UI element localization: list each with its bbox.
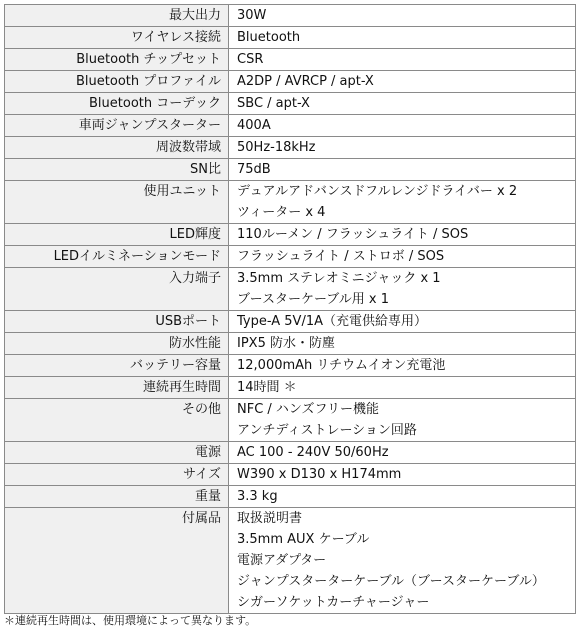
spec-value <box>229 486 576 508</box>
spec-row <box>5 93 576 115</box>
spec-value-line: Bluetooth <box>237 30 301 45</box>
spec-label: Bluetooth コーデック <box>5 93 229 115</box>
spec-value-line: CSR <box>237 52 264 67</box>
spec-row <box>5 486 576 508</box>
spec-label: 防水性能 <box>5 333 229 355</box>
spec-value <box>229 464 576 486</box>
spec-value-line: デュアルアドバンスドフルレンジドライバー x 2 <box>237 184 518 199</box>
spec-value-line: ジャンプスターターケーブル（ブースターケーブル） <box>237 574 545 589</box>
spec-value <box>229 137 576 159</box>
spec-row <box>5 464 576 486</box>
footnote: ＊連続再生時間は、使用環境によって異なります。 <box>4 614 257 627</box>
spec-row <box>5 508 576 614</box>
spec-label: SN比 <box>5 159 229 181</box>
spec-table <box>4 4 576 614</box>
spec-value-line: 30W <box>237 8 267 23</box>
spec-label: 重量 <box>5 486 229 508</box>
spec-row <box>5 377 576 399</box>
spec-row <box>5 49 576 71</box>
spec-row <box>5 246 576 268</box>
spec-value <box>229 442 576 464</box>
spec-value-line: ツィーター x 4 <box>237 205 326 220</box>
spec-row <box>5 442 576 464</box>
spec-label: Bluetooth プロファイル <box>5 71 229 93</box>
spec-value <box>229 181 576 224</box>
spec-label: USBポート <box>5 311 229 333</box>
spec-value <box>229 311 576 333</box>
spec-value <box>229 93 576 115</box>
spec-value <box>229 399 576 442</box>
spec-value-line: A2DP / AVRCP / apt-X <box>237 74 374 89</box>
spec-value <box>229 333 576 355</box>
spec-value-line: ブースターケーブル用 x 1 <box>237 292 390 307</box>
spec-value-line: 14時間 ＊ <box>237 380 297 395</box>
spec-label: 入力端子 <box>5 268 229 311</box>
spec-value <box>229 5 576 27</box>
spec-value-line: IPX5 防水・防塵 <box>237 336 335 351</box>
spec-row <box>5 333 576 355</box>
spec-value-line: 電源アダプター <box>237 553 327 568</box>
spec-value-line: Type-A 5V/1A（充電供給専用） <box>237 314 427 329</box>
spec-label: LEDイルミネーションモード <box>5 246 229 268</box>
spec-label: 周波数帯域 <box>5 137 229 159</box>
spec-row <box>5 181 576 224</box>
spec-label: 車両ジャンプスターター <box>5 115 229 137</box>
spec-value-line: AC 100 - 240V 50/60Hz <box>237 445 389 460</box>
spec-value-line: 3.3 kg <box>237 489 278 504</box>
spec-value-line: 3.5mm AUX ケーブル <box>237 532 370 547</box>
spec-value <box>229 115 576 137</box>
spec-value <box>229 27 576 49</box>
spec-value-line: 400A <box>237 118 271 133</box>
spec-label: ワイヤレス接続 <box>5 27 229 49</box>
spec-row <box>5 355 576 377</box>
spec-value-line: NFC / ハンズフリー機能 <box>237 402 380 417</box>
spec-row <box>5 27 576 49</box>
spec-value-line: フラッシュライト / ストロボ / SOS <box>237 249 445 264</box>
spec-label: バッテリー容量 <box>5 355 229 377</box>
spec-value <box>229 377 576 399</box>
spec-row <box>5 268 576 311</box>
spec-row <box>5 311 576 333</box>
spec-label: 最大出力 <box>5 5 229 27</box>
spec-row <box>5 399 576 442</box>
spec-value-line: 取扱説明書 <box>237 511 303 526</box>
spec-value <box>229 268 576 311</box>
spec-label: 連続再生時間 <box>5 377 229 399</box>
spec-value-line: アンチディストレーション回路 <box>237 423 417 438</box>
spec-value-line: 12,000mAh リチウムイオン充電池 <box>237 358 446 373</box>
spec-row <box>5 5 576 27</box>
spec-table-body <box>5 5 576 614</box>
spec-label: 電源 <box>5 442 229 464</box>
spec-value <box>229 355 576 377</box>
spec-row <box>5 137 576 159</box>
spec-row <box>5 115 576 137</box>
spec-value-line: 75dB <box>237 162 271 177</box>
spec-value <box>229 71 576 93</box>
spec-row <box>5 224 576 246</box>
spec-value <box>229 159 576 181</box>
spec-value-line: 3.5mm ステレオミニジャック x 1 <box>237 271 441 286</box>
spec-value-line: シガーソケットカーチャージャー <box>237 595 430 610</box>
spec-value-line: SBC / apt-X <box>237 96 310 111</box>
spec-label: 付属品 <box>5 508 229 614</box>
spec-label: その他 <box>5 399 229 442</box>
spec-row <box>5 71 576 93</box>
spec-label: Bluetooth チップセット <box>5 49 229 71</box>
spec-value-line: W390 x D130 x H174mm <box>237 467 402 482</box>
spec-row <box>5 159 576 181</box>
spec-value-line: 50Hz-18kHz <box>237 140 316 155</box>
spec-label: サイズ <box>5 464 229 486</box>
spec-value <box>229 224 576 246</box>
spec-value <box>229 49 576 71</box>
spec-label: LED輝度 <box>5 224 229 246</box>
spec-value <box>229 508 576 614</box>
spec-value-line: 110ルーメン / フラッシュライト / SOS <box>237 227 469 242</box>
spec-value <box>229 246 576 268</box>
spec-label: 使用ユニット <box>5 181 229 224</box>
